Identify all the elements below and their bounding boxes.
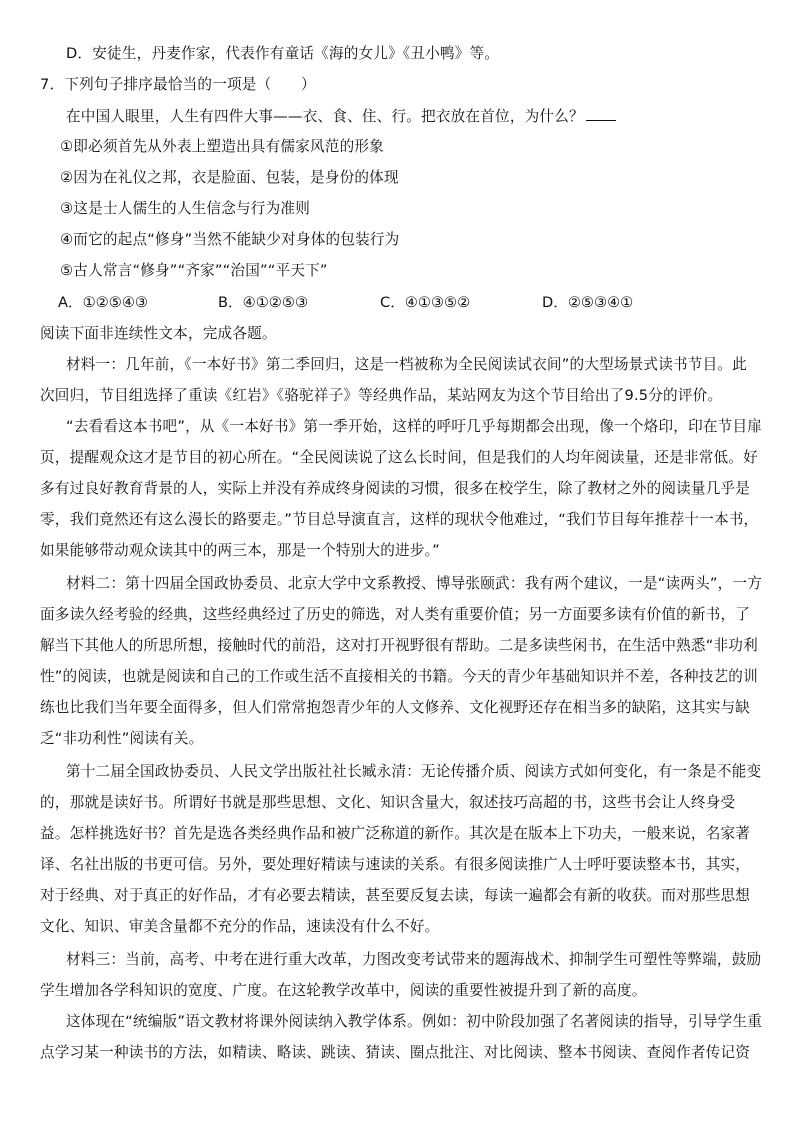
- material-line: 页，提醒观众这才是节目的初心所在。“全民阅读说了这么长时间，但是我们的人均年阅读量，还是非常低。好: [40, 449, 758, 466]
- material-line: 译、名社出版的书更可信。另外，要处理好精读与速读的关系。有很多阅读推广人士呼吁要读整本书，其实，: [40, 856, 751, 873]
- material-line: 的，那就是读好书。所谓好书就是那些思想、文化、知识含量大，叙述技巧高超的书，这些书会让人终身受: [40, 794, 736, 811]
- q7-sentence-2: ②因为在礼仪之邦，衣是脸面、包装，是身份的体现: [60, 169, 399, 186]
- q7-option-a[interactable]: A．①②⑤④③: [58, 294, 148, 311]
- q7-stem: 7．下列句子排序最恰当的一项是（ ）: [40, 76, 316, 93]
- material-line: 益。怎样挑选好书？首先是选各类经典作品和被广泛称道的新作。其次是在版本上下功夫，一般来说，名家著: [40, 825, 751, 842]
- q7-option-c[interactable]: C．④①③⑤②: [380, 294, 471, 311]
- material-line: 次回归，节目组选择了重读《红岩》《骆驼祥子》等经典作品，某站网友为这个节目给出了9.5分的评价。: [40, 387, 723, 404]
- q7-option-d[interactable]: D．②⑤③④①: [542, 294, 634, 311]
- material-line: 零，我们竟然还有这么漫长的路要走。”节目总导演直言，这样的现状令他难过，“我们节目每年推荐十一本书，: [40, 511, 759, 528]
- material-line: 性”的阅读，也就是阅读和自己的工作或生活不直接相关的书籍。今天的青少年基础知识并不差，各种技艺的训: [40, 668, 758, 685]
- q6-option-d: D．安徒生，丹麦作家，代表作有童话《海的女儿》《丑小鸭》等。: [66, 45, 500, 62]
- material-line: 文化、知识、审美含量都不充分的作品，速读没有什么不好。: [40, 918, 440, 935]
- q7-sentence-4: ④而它的起点“修身”当然不能缺少对身体的包装行为: [60, 231, 400, 248]
- q7-intro-text: 在中国人眼里，人生有四件大事——衣、食、住、行。把衣放在首位，为什么？: [66, 108, 584, 125]
- material-line: 多有过良好教育背景的人，实际上并没有养成终身阅读的习惯，很多在校学生，除了教材之外的阅读量几乎是: [40, 480, 751, 497]
- material-line: 解当下其他人的所思所想，接触时代的前沿，这对打开视野很有帮助。二是多读些闲书，在生活中熟悉“非功利: [40, 637, 758, 654]
- material-line: 对于经典、对于真正的好作品，才有必要去精读，甚至要反复去读，每读一遍都会有新的收获。而对那些思想: [40, 887, 751, 904]
- q7-intro: [66, 106, 794, 127]
- answer-blank[interactable]: [586, 106, 616, 121]
- reading-instruction: 阅读下面非连续性文本，完成各题。: [40, 325, 277, 342]
- material-line: 这体现在“统编版”语文教材将课外阅读纳入教学体系。例如：初中阶段加强了名著阅读的指导，引导学生重: [66, 1013, 763, 1030]
- material-line: “去看看这本书吧”，从《一本好书》第一季开始，这样的呼吁几乎每期都会出现，像一个烙印，印在节目扉: [66, 418, 763, 435]
- material-line: 练也比我们当年要全面得多，但人们常常抱怨青少年的人文修养、文化视野还存在相当多的缺陷，这其实与缺: [40, 699, 751, 716]
- material-line: 材料二：第十四届全国政协委员、北京大学中文系教授、博导张颐武：我有两个建议，一是“读两头”，一方: [66, 575, 763, 592]
- q7-sentence-5: ⑤古人常言“修身”“齐家”“治国”“平天下”: [60, 262, 328, 279]
- material-line: 学生增加各学科知识的宽度、广度。在这轮教学改革中，阅读的重要性被提升到了新的高度。: [40, 982, 647, 999]
- q7-option-b[interactable]: B．④①②⑤③: [218, 294, 309, 311]
- q7-sentence-3: ③这是士人儒生的人生信念与行为准则: [60, 200, 310, 217]
- material-line: 第十二届全国政协委员、人民文学出版社社长臧永清：无论传播介质、阅读方式如何变化，有一条是不能变: [66, 763, 762, 780]
- material-line: 点学习某一种读书的方法，如精读、略读、跳读、猜读、圈点批注、对比阅读、整本书阅读、查阅作者传记资: [40, 1044, 751, 1061]
- material-line: 面多读久经考验的经典，这些经典经过了历史的筛选，对人类有重要价值；另一方面要多读有价值的新书，了: [40, 606, 751, 623]
- material-line: 材料三：当前，高考、中考在进行重大改革，力图改变考试带来的题海战术、抑制学生可塑性等弊端，鼓励: [66, 951, 762, 968]
- material-line: 如果能够带动观众读其中的两三本，那是一个特别大的进步。”: [40, 542, 440, 559]
- q7-sentence-1: ①即必须首先从外表上塑造出具有儒家风范的形象: [60, 138, 384, 155]
- material-line: 材料一：几年前，《一本好书》第二季回归，这是一档被称为全民阅读试衣间”的大型场景式读书节目。此: [66, 356, 747, 373]
- material-line: 乏“非功利性”阅读有关。: [40, 730, 204, 747]
